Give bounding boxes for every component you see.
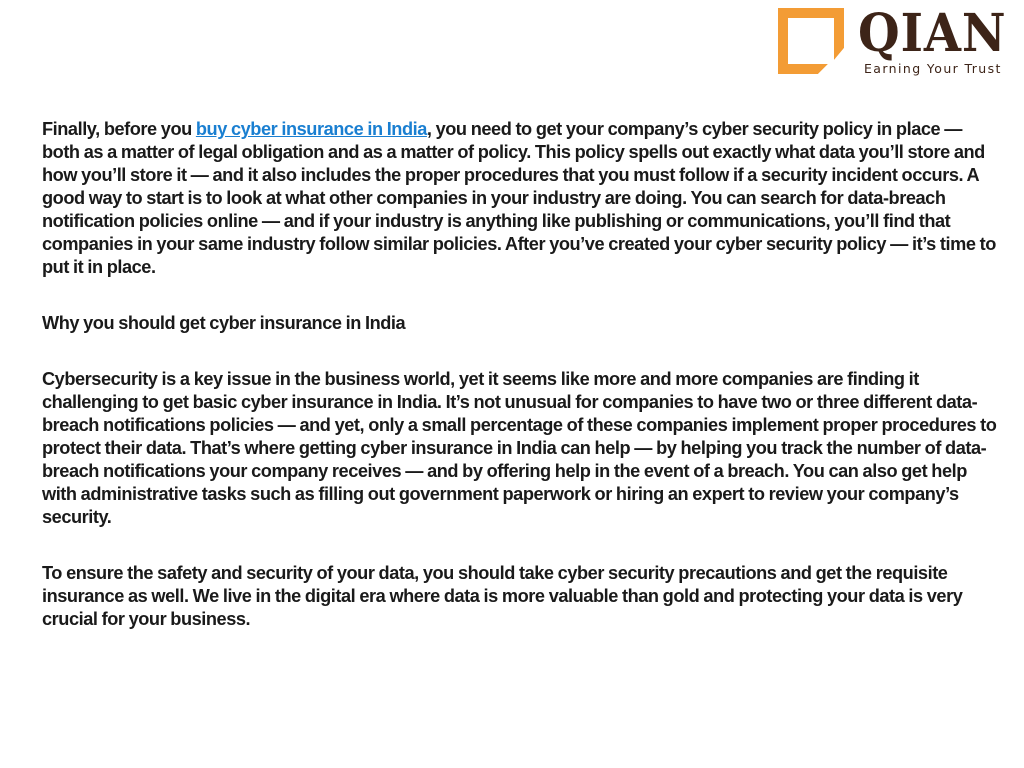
- logo-square-icon: [778, 8, 844, 74]
- article-body: [42, 118, 997, 664]
- logo-wordmark: QIAN: [858, 3, 1007, 64]
- company-logo: [778, 3, 1018, 78]
- paragraph-conclusion: To ensure the safety and security of your data, you should take cyber security precautions and get the requisite insurance as well. We live in the digital era where data is more valuable than gold and protecting your data is very crucial for your business.: [42, 563, 963, 629]
- paragraph-intro-rest: , you need to get your company’s cyber security policy in place — both as a matter of legal obligation and as a matter of policy. This policy spells out exactly what data you’ll store and how you’ll store it — and it also includes the proper procedures that you must follow if a security incident occurs. A good way to start is to look at what other companies in your industry are doing. You can search for data-breach notification policies online — and if your industry is anything like publishing or communications, you’ll find that companies in your same industry follow similar policies. After you’ve created your cyber security policy — it’s time to put it in place.: [42, 119, 996, 277]
- paragraph-intro-lead: Finally, before you: [42, 119, 196, 139]
- paragraph-intro: [42, 118, 997, 279]
- logo-tagline: Earning Your Trust: [864, 61, 1002, 76]
- buy-cyber-insurance-link[interactable]: buy cyber insurance in India: [195, 119, 427, 139]
- paragraph-cybersecurity: Cybersecurity is a key issue in the business world, yet it seems like more and more companies are finding it challenging to get basic cyber insurance in India. It’s not unusual for companies to have two or three different data-breach notifications policies — and yet, only a small percentage of these companies implement proper procedures to protect their data. That’s where getting cyber insurance in India can help — by helping you track the number of data-breach notifications your company receives — and by offering help in the event of a breach. You can also get help with administrative tasks such as filling out government paperwork or hiring an expert to review your company’s security.: [42, 369, 997, 527]
- section-heading: Why you should get cyber insurance in India: [42, 313, 406, 333]
